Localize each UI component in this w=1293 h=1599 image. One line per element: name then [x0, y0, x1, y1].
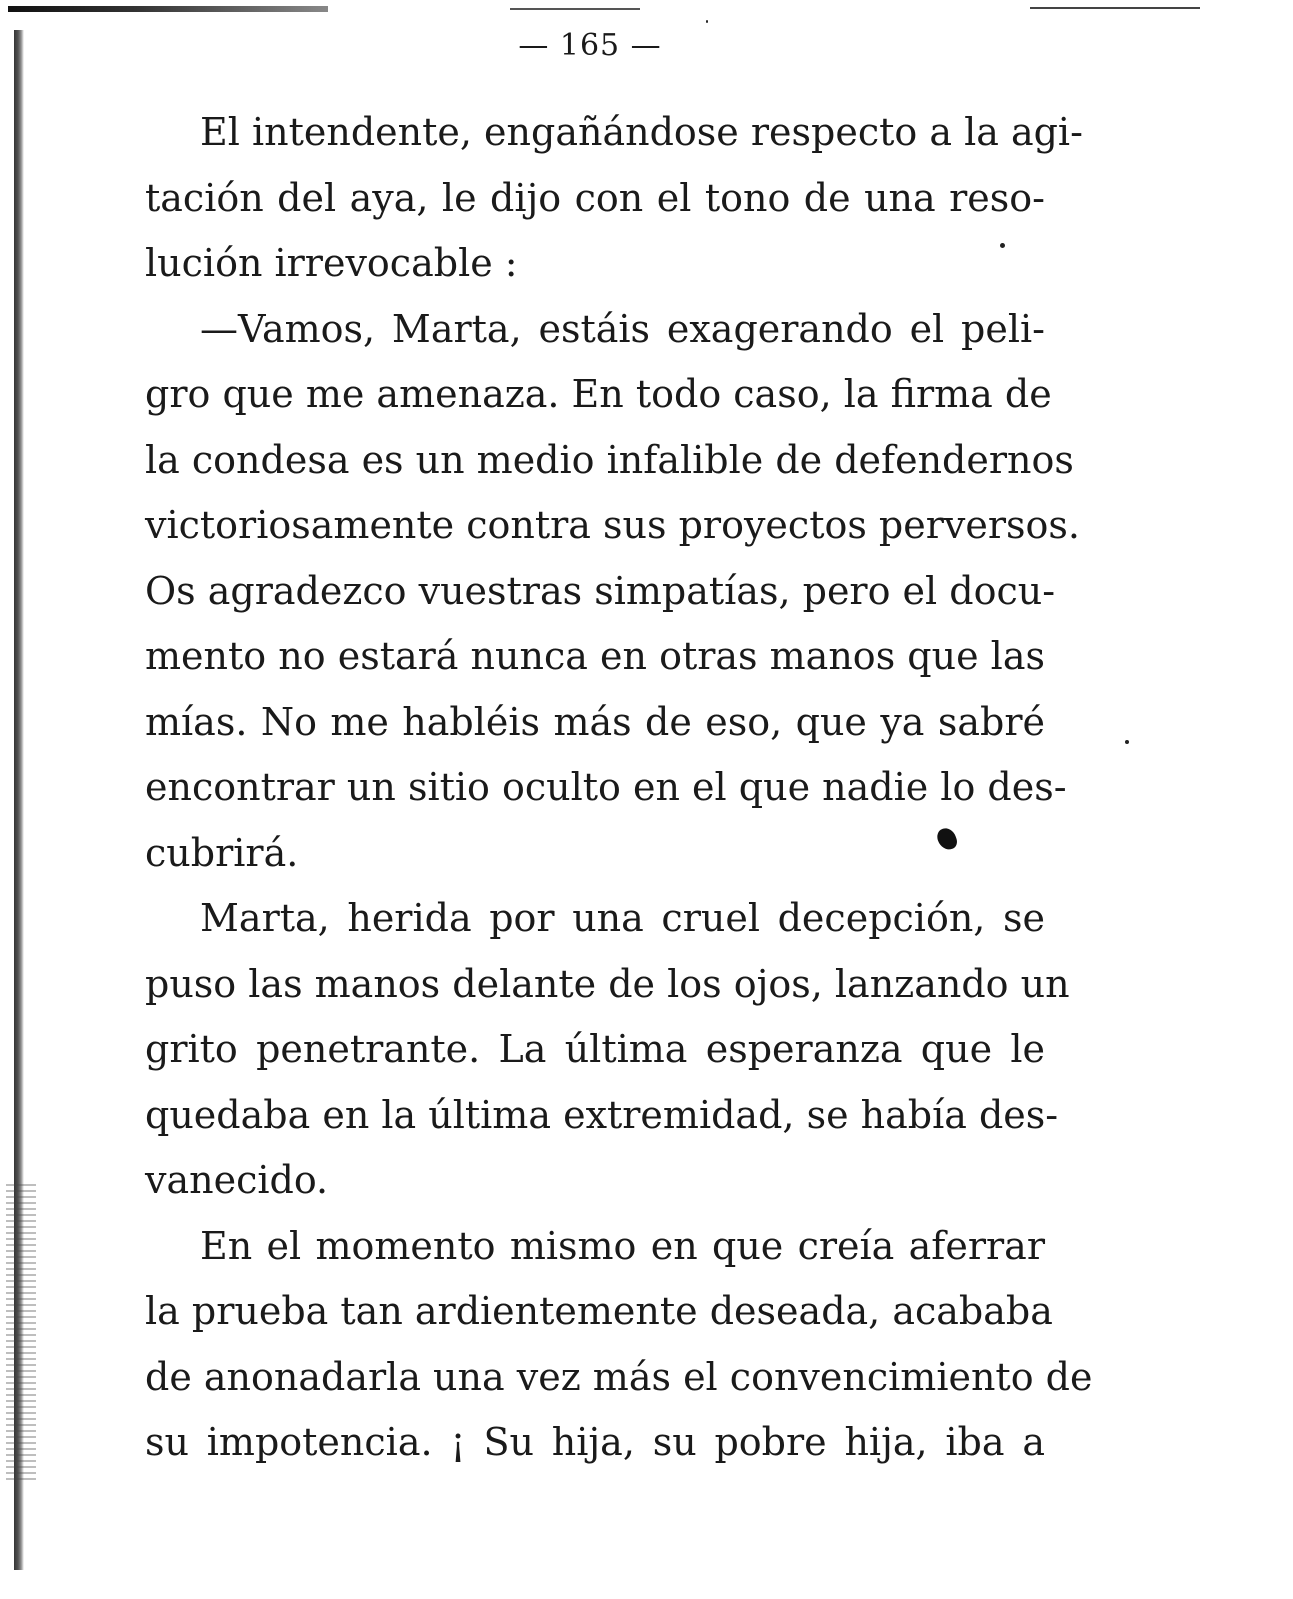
- text-line: Os agradezco vuestras simpatías, pero el docu-: [145, 568, 1056, 613]
- text-line: —Vamos, Marta, estáis exagerando el peli-: [200, 306, 1045, 351]
- scan-binding-speckle: [6, 1180, 36, 1480]
- text-line: victoriosamente contra sus proyectos perversos.: [145, 503, 1080, 547]
- scan-edge-top-right: [1030, 7, 1200, 9]
- text-line: grito penetrante. La última esperanza que le: [145, 1027, 1045, 1071]
- body-text: [145, 100, 1093, 1476]
- scan-edge-top-mid: [510, 8, 640, 10]
- text-line: de anonadarla una vez más el convencimiento de: [145, 1354, 1093, 1399]
- scan-edge-top-left: [8, 6, 328, 12]
- text-line: mías. No me habléis más de eso, que ya sabré: [145, 699, 1045, 744]
- text-line: su impotencia. ¡ Su hija, su pobre hija, iba a: [145, 1420, 1045, 1464]
- speck: [1125, 740, 1129, 744]
- text-line: puso las manos delante de los ojos, lanzando un: [145, 961, 1070, 1006]
- text-line: gro que me amenaza. En todo caso, la firma de: [145, 372, 1052, 416]
- text-line: cubrirá.: [145, 830, 299, 875]
- text-line: encontrar un sitio oculto en el que nadie lo des-: [145, 765, 1067, 809]
- text-line: tación del aya, le dijo con el tono de una reso-: [145, 175, 1045, 220]
- text-line: En el momento mismo en que creía aferrar: [200, 1223, 1045, 1268]
- text-line: la prueba tan ardientemente deseada, acababa: [145, 1289, 1053, 1333]
- text-line: mento no estará nunca en otras manos que las: [145, 634, 1045, 678]
- text-line: El intendente, engañándose respecto a la agi-: [200, 110, 1083, 154]
- text-line: vanecido.: [145, 1158, 329, 1202]
- text-line: quedaba en la última extremidad, se había des-: [145, 1092, 1059, 1137]
- speck: [706, 20, 708, 23]
- page-number: — 165 —: [518, 28, 662, 63]
- text-line: Marta, herida por una cruel decepción, se: [200, 896, 1045, 940]
- text-line: lución irrevocable :: [145, 241, 518, 285]
- text-line: la condesa es un medio infalible de defendernos: [145, 437, 1074, 482]
